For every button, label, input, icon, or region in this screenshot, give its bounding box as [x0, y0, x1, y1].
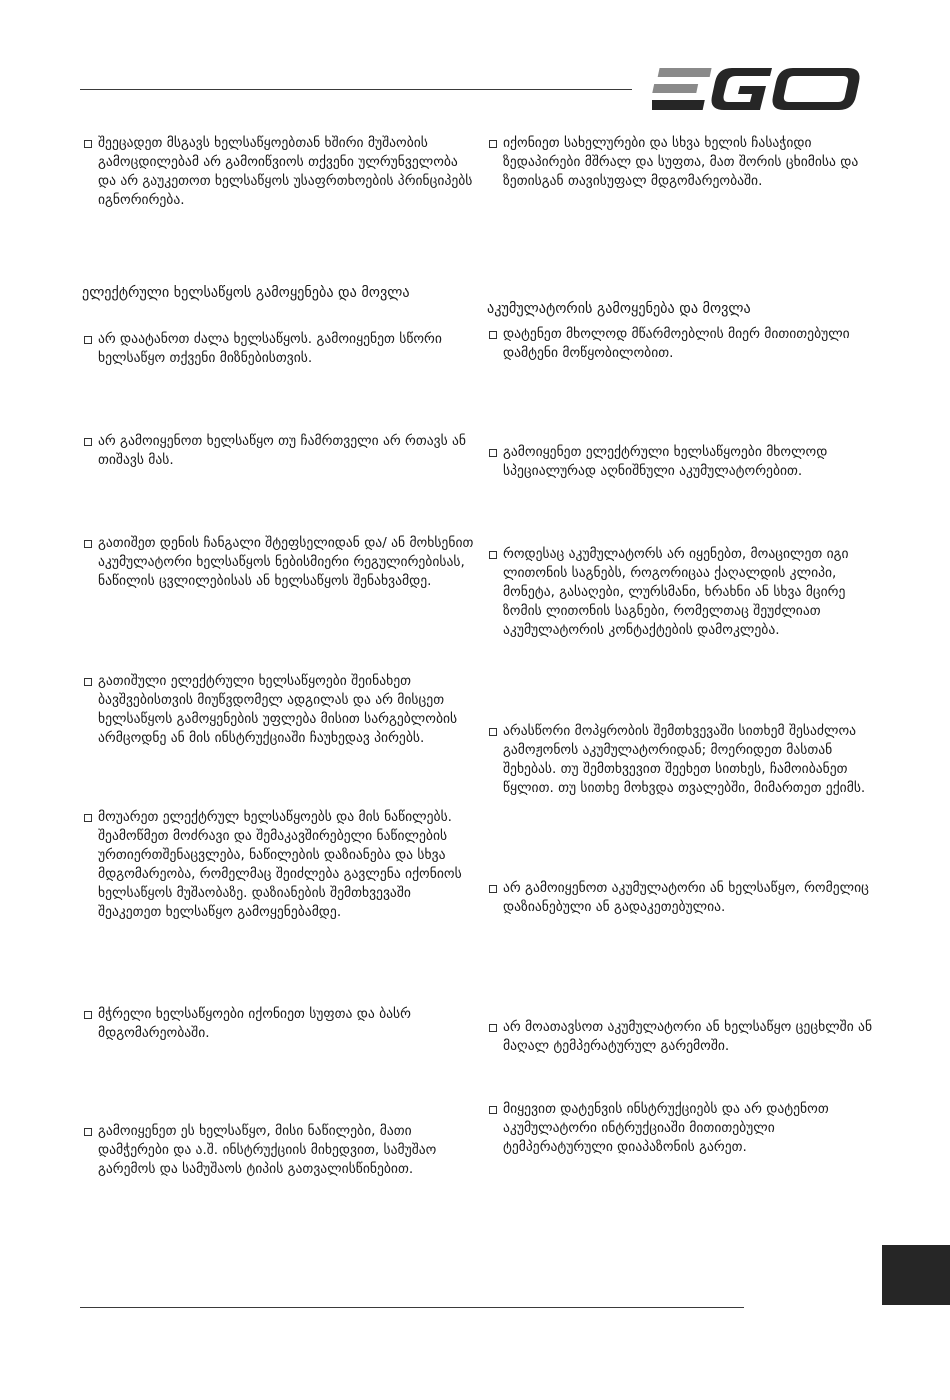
safety-item: მიყევით დატენვის ინსტრუქციებს და არ დატენოთ აკუმულატორი ინტრუქციაში მითითებული ტემპერატურული დიაპაზონის გარეთ.: [487, 1100, 877, 1157]
safety-item: არ გამოიყენოთ აკუმულატორი ან ხელსაწყო, რომელიც დაზიანებული ან გადაკეთებულია.: [487, 879, 877, 917]
safety-item: გათიშული ელექტრული ხელსაწყოები შეინახეთ ბავშვებისთვის მიუწვდომელ ადგილას და არ მისცეთ ხელსაწყოს გამოყენების უფლება მისით სარგებლობის არმცოდნე ან მის ინსტრუქციაში ჩაუხედავ პირებს.: [82, 672, 474, 748]
safety-item: როდესაც აკუმულატორს არ იყენებთ, მოაცილეთ იგი ლითონის საგნებს, როგორიცაა ქაღალდის კლიპი, მონეტა, გასაღები, ლურსმანი, ხრახნი ან სხვა მცირე ზომის ლითონის საგნები, რომელთაც შეუძლიათ აკუმულატორის კონტაქტების დამოკლება.: [487, 545, 877, 640]
safety-item: მოუარეთ ელექტრულ ხელსაწყოებს და მის ნაწილებს. შეამოწმეთ მოძრავი და შემაკავშირებელი ნაწილების ურთიერთშენაცვლება, ნაწილების დაზიანება და სხვა მდგომარეობა, რომელმაც შეიძლება გავლენა იქონიოს ხელსაწყოს მუშაობაზე. დაზიანების შემთხვევაში შეაკეთეთ ხელსაწყო გამოყენებამდე.: [82, 808, 474, 922]
safety-item: არ დაატანოთ ძალა ხელსაწყოს. გამოიყენეთ სწორი ხელსაწყო თქვენი მიზნებისთვის.: [82, 330, 474, 368]
safety-item: არ გამოიყენოთ ხელსაწყო თუ ჩამრთველი არ რთავს ან თიშავს მას.: [82, 432, 474, 470]
header-rule: [80, 89, 632, 90]
footer-rule: [80, 1307, 744, 1308]
section-heading-battery: აკუმულატორის გამოყენება და მოვლა: [487, 301, 751, 317]
safety-item: დატენეთ მხოლოდ მწარმოებლის მიერ მითითებული დამტენი მოწყობილობით.: [487, 325, 877, 363]
safety-item: გამოიყენეთ ელექტრული ხელსაწყოები მხოლოდ სპეციალურად აღნიშნული აკუმულატორებით.: [487, 443, 877, 481]
safety-item: არასწორი მოპყრობის შემთხვევაში სითხემ შესაძლოა გამოჟონოს აკუმულატორიდან; მოერიდეთ მასთან შეხებას. თუ შემთხვევით შეეხეთ სითხეს, ჩამოიბანეთ წყლით. თუ სითხე მოხვდა თვალებში, მიმართეთ ექიმს.: [487, 722, 877, 798]
safety-item: გამოიყენეთ ეს ხელსაწყო, მისი ნაწილები, მათი დამჭერები და ა.შ. ინსტრუქციის მიხედვით, სამუშაო გარემოს და სამუშაოს ტიპის გათვალისწინებით.: [82, 1122, 474, 1179]
safety-item: იქონიეთ სახელურები და სხვა ხელის ჩასაჭიდი ზედაპირები მშრალ და სუფთა, მათ შორის ცხიმისა და ზეთისგან თავისუფალ მდგომარეობაში.: [487, 134, 877, 191]
safety-item: შეეცადეთ მსგავს ხელსაწყოებთან ხშირი მუშაობის გამოცდილებამ არ გამოიწვიოს თქვენი ულრუნველობა და არ გაუკეთოთ ხელსაწყოს უსაფრთხოების პრინციპებს იგნორირება.: [82, 134, 474, 210]
safety-item: მჭრელი ხელსაწყოები იქონიეთ სუფთა და ბასრ მდგომარეობაში.: [82, 1005, 474, 1043]
section-heading-tool-use: ელექტრული ხელსაწყოს გამოყენება და მოვლა: [82, 285, 410, 301]
ego-logo: [652, 66, 862, 112]
safety-item: არ მოათავსოთ აკუმულატორი ან ხელსაწყო ცეცხლში ან მაღალ ტემპერატურულ გარემოში.: [487, 1018, 877, 1056]
safety-item: გათიშეთ დენის ჩანგალი შტეფსელიდან და/ ან მოხსენით აკუმულატორი ხელსაწყოს ნებისმიერი რეგულირებისას, ნაწილის ცვლილებისას ან ხელსაწყოს შენახვამდე.: [82, 534, 474, 591]
page-tab-marker: [882, 1245, 950, 1305]
